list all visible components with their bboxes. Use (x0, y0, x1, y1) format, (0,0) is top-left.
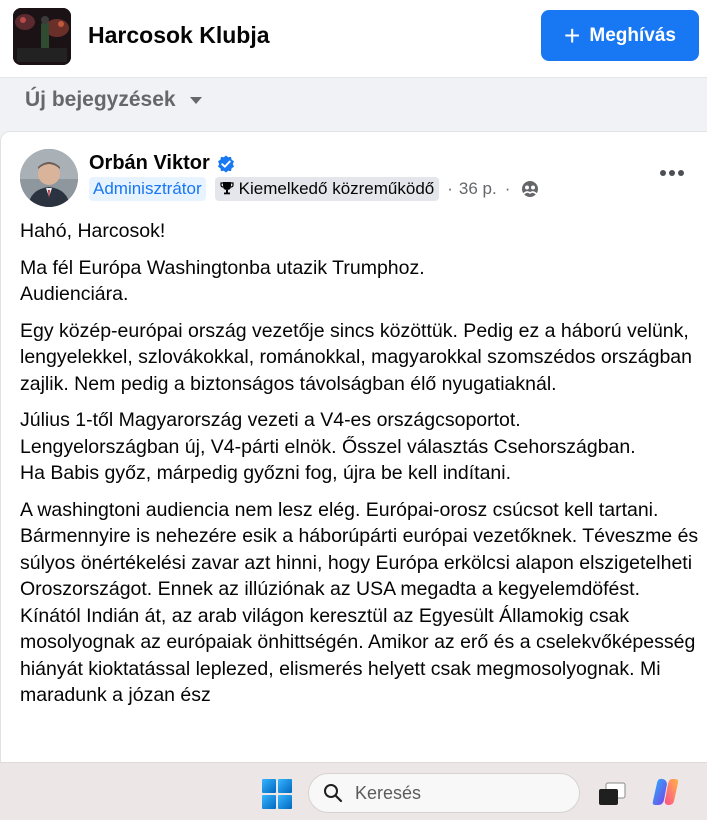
group-audience-icon[interactable] (521, 180, 539, 198)
group-title[interactable]: Harcosok Klubja (88, 22, 270, 48)
post-paragraph (20, 218, 702, 245)
group-cover-thumbnail[interactable] (13, 8, 71, 65)
separator-dot: · (447, 179, 453, 198)
post-line: Audienciára. (20, 283, 129, 305)
post-line: A washingtoni audiencia nem lesz elég. Európai-orosz csúcsot kell tartani. Bármennyire is nehezére esik a háborúpárti európai vezetőknek. Téveszme és súlyos önértékelési zavar azt hinni, hogy Európa erkölcsi alapon elszigetelheti Oroszországot. Ennek az illúziónak az USA megadta a kegyelemdöfést. Kínától Indián át, az arab világon keresztül az Egyesült Államokig csak mosolyognak az európaiak önhittségén. Amikor az erő és a cselekvőképesség hiányát kioktatással leplezed, elismerés helyett csak megmosolyognak. Mi maradunk a józan ész (20, 498, 699, 706)
post-paragraph (20, 255, 702, 308)
verified-badge-icon (217, 155, 235, 173)
post-line: Lengyelországban új, V4-párti elnök. Ősszel választás Csehországban. (20, 435, 636, 458)
windows-taskbar (0, 762, 707, 820)
post-line: Egy közép-európai ország vezetője sincs közöttük. Pedig ez a háború velünk, lengyelekkel, szlovákokkal, románokkal, magyarokkal szomszédos országban zajlik. Nem pedig a biztonságos távolságban élő nyugatiaknál. (20, 319, 692, 395)
post-line: Július 1-től Magyarország vezeti a V4-es országcsoportot. (20, 409, 521, 431)
post-paragraph (20, 497, 702, 709)
separator-dot: · (504, 179, 511, 198)
post-paragraph (20, 407, 702, 487)
author-avatar[interactable] (20, 149, 78, 207)
top-contributor-label: Kiemelkedő közreműködő (238, 179, 435, 198)
post-line: Hahó, Harcosok! (20, 220, 166, 242)
more-options-icon[interactable] (660, 170, 684, 176)
invite-button[interactable] (541, 10, 699, 61)
feed-sort-label: Új bejegyzések (25, 88, 176, 111)
chevron-down-icon (190, 97, 202, 104)
post-line: Ma fél Európa Washingtonba utazik Trumphoz. (20, 256, 425, 279)
admin-role-badge[interactable]: Adminisztrátor (89, 177, 206, 201)
group-header (0, 0, 707, 78)
taskbar-search-placeholder: Keresés (355, 782, 422, 803)
post-meta (89, 177, 539, 201)
post-timestamp[interactable]: 36 p. (458, 179, 497, 198)
post-line: Ha Babis győz, márpedig győzni fog, újra be kell indítani. (20, 462, 512, 484)
search-icon (323, 783, 343, 803)
feed-sort-dropdown[interactable] (25, 88, 202, 112)
post-paragraph (20, 318, 702, 398)
invite-button-label: Meghívás (589, 24, 676, 46)
author-name[interactable]: Orbán Viktor (89, 152, 210, 174)
taskbar-search-box[interactable] (308, 773, 580, 813)
windows-start-icon[interactable] (262, 779, 292, 809)
post-card (0, 131, 707, 771)
trophy-icon (220, 181, 234, 198)
author-line (89, 152, 235, 175)
copilot-icon[interactable] (650, 776, 682, 808)
plus-icon: + (564, 19, 581, 51)
post-text (20, 218, 702, 719)
top-contributor-badge[interactable] (215, 177, 440, 201)
task-view-icon[interactable] (597, 781, 627, 807)
